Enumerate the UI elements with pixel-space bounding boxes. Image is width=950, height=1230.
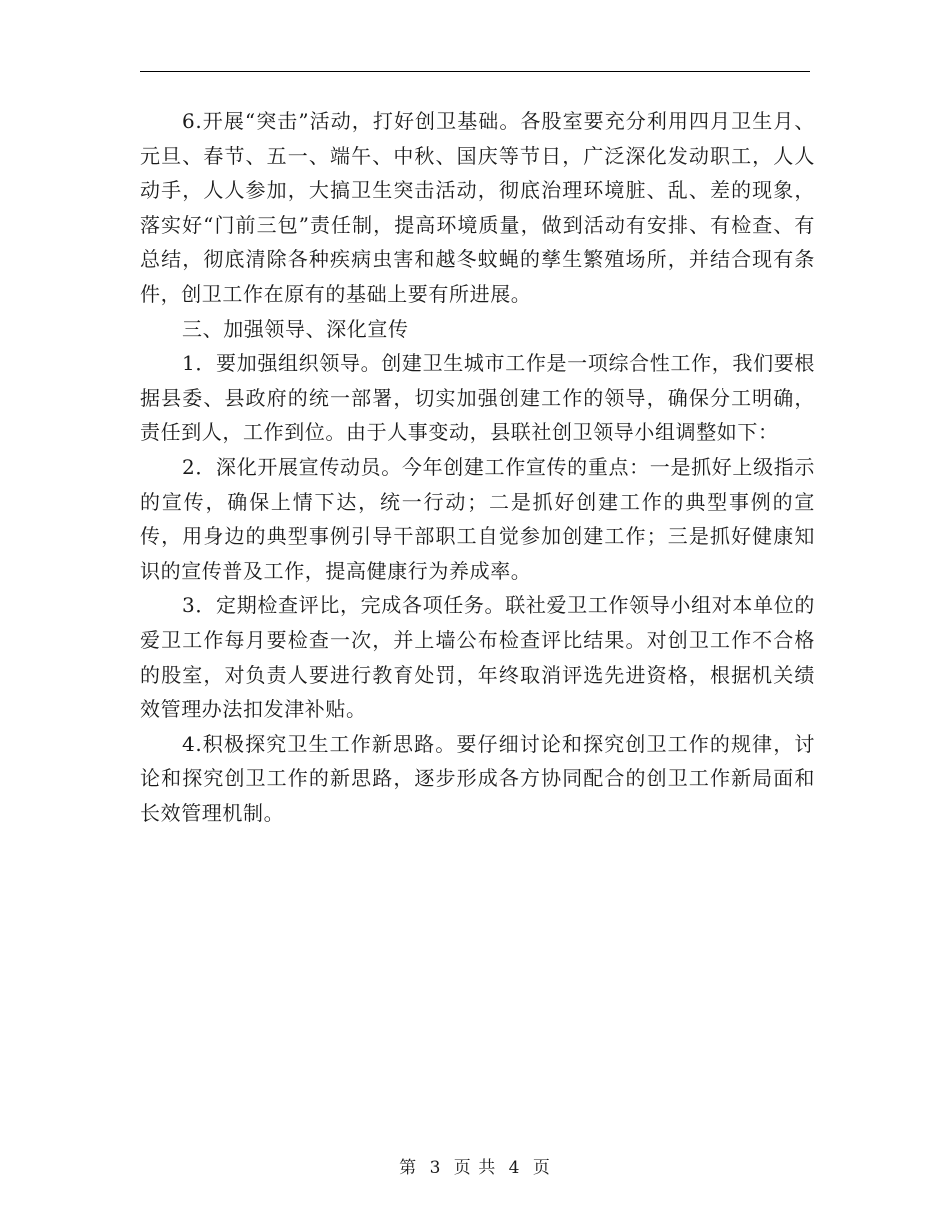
paragraph-item-4: 4.积极探究卫生工作新思路。要仔细讨论和探究创卫工作的规律，讨论和探究创卫工作的新思路，逐步形成各方协同配合的创卫工作新局面和长效管理机制。 xyxy=(140,731,815,825)
footer-middle: 页 共 xyxy=(453,1158,497,1178)
footer-current-page: 3 xyxy=(429,1158,442,1178)
page-footer xyxy=(0,1153,950,1178)
paragraph-item-6: 6.开展“突击”活动，打好创卫基础。各股室要充分利用四月卫生月、元旦、春节、五一、端午、中秋、国庆等节日，广泛深化发动职工，人人动手，人人参加，大搞卫生突击活动，彻底治理环境脏、乱、差的现象，落实好“门前三包”责任制，提高环境质量，做到活动有安排、有检查、有总结，彻底清除各种疾病虫害和越冬蚊蝇的孳生繁殖场所，并结合现有条件，创卫工作在原有的基础上要有所进展。 xyxy=(140,109,815,306)
paragraph-item-1: 1．要加强组织领导。创建卫生城市工作是一项综合性工作，我们要根据县委、县政府的统一部署，切实加强创建工作的领导，确保分工明确，责任到人，工作到位。由于人事变动，县联社创卫领导小组调整如下： xyxy=(140,351,815,445)
document-body xyxy=(140,104,815,830)
paragraph-item-3: 3．定期检查评比，完成各项任务。联社爱卫工作领导小组对本单位的爱卫工作每月要检查一次，并上墙公布检查评比结果。对创卫工作不合格的股室，对负责人要进行教育处罚，年终取消评选先进资格，根据机关绩效管理办法扣发津补贴。 xyxy=(140,593,815,722)
footer-suffix: 页 xyxy=(532,1158,551,1178)
header-rule xyxy=(140,71,810,72)
footer-prefix: 第 xyxy=(399,1158,418,1178)
paragraph-item-2: 2．深化开展宣传动员。今年创建工作宣传的重点：一是抓好上级指示的宣传，确保上情下达，统一行动；二是抓好创建工作的典型事例的宣传，用身边的典型事例引导干部职工自觉参加创建工作；三是抓好健康知识的宣传普及工作，提高健康行为养成率。 xyxy=(140,454,815,583)
section-heading-3: 三、加强领导、深化宣传 xyxy=(182,316,409,341)
footer-total-pages: 4 xyxy=(508,1158,521,1178)
